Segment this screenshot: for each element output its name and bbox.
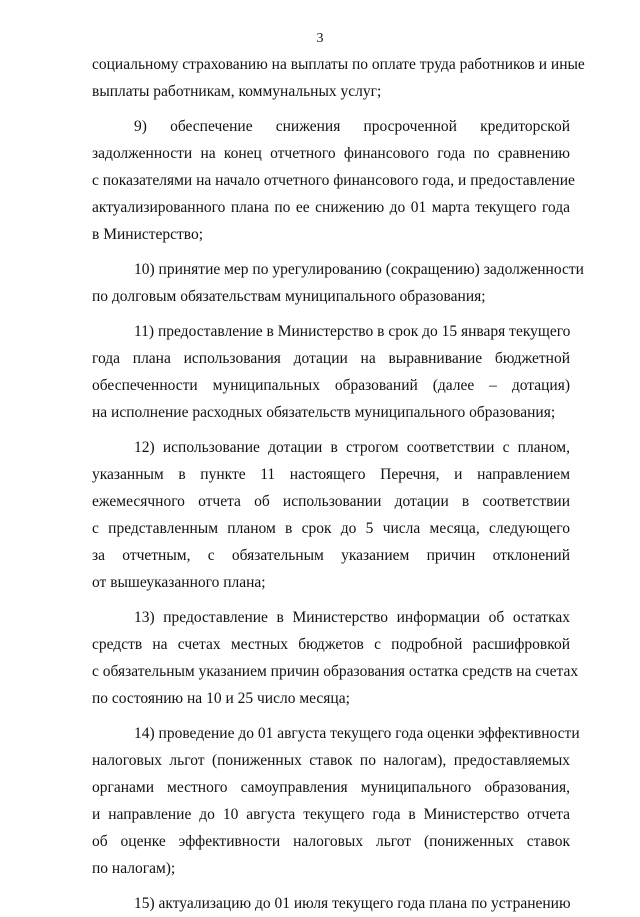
paragraph [92, 51, 585, 105]
text-line: по состоянию на 10 и 25 число месяца; [92, 690, 350, 707]
paragraph-item-13 [92, 604, 579, 712]
text-line: по долговым обязательствам муниципального образования; [92, 288, 486, 305]
text-line: социальному страхованию на выплаты по оплате труда работников и иные [92, 56, 585, 73]
document-body [92, 51, 585, 917]
paragraph-item-12 [92, 434, 570, 596]
text-line: за отчетным, с обязательным указанием причин отклонений [92, 547, 570, 564]
text-line: по налогам); [92, 860, 176, 877]
text-line: средств на счетах местных бюджетов с подробной расшифровкой [92, 636, 570, 653]
text-line: органами местного самоуправления муниципального образования, [92, 779, 570, 796]
text-line: года плана использования дотации на выравнивание бюджетной [92, 350, 570, 367]
text-line: актуализированного плана по ее снижению до 01 марта текущего года [92, 199, 570, 216]
text-line: обеспеченности муниципальных образований (далее – дотация) [92, 377, 570, 394]
text-line: 10) принятие мер по урегулированию (сокращению) задолженности [134, 261, 584, 278]
text-line: 14) проведение до 01 августа текущего года оценки эффективности [134, 725, 580, 742]
text-line: и направление до 10 августа текущего года в Министерство отчета [92, 806, 570, 823]
text-line: 15) актуализацию до 01 июля текущего года плана по устранению [134, 895, 571, 912]
text-line: с обязательным указанием причин образования остатка средств на счетах [92, 663, 579, 680]
page-number: 3 [316, 31, 324, 46]
paragraph-item-9 [92, 113, 575, 248]
text-line: в Министерство; [92, 226, 204, 243]
text-line: 12) использование дотации в строгом соответствии с планом, [134, 439, 570, 456]
paragraph-item-15 [92, 890, 570, 917]
text-line: с показателями на начало отчетного финансового года, и предоставление [92, 172, 575, 189]
paragraph-item-14 [92, 720, 580, 882]
paragraph-item-10 [92, 256, 584, 310]
text-line: задолженности на конец отчетного финансового года по сравнению [92, 145, 570, 162]
text-line: 13) предоставление в Министерство информации об остатках [134, 609, 570, 626]
text-line: 9) обеспечение снижения просроченной кредиторской [134, 118, 570, 135]
text-line: об оценке эффективности налоговых льгот (пониженных ставок [92, 833, 570, 850]
text-line: указанным в пункте 11 настоящего Перечня, и направлением [92, 466, 570, 483]
text-line: 11) предоставление в Министерство в срок до 15 января текущего [134, 323, 571, 340]
text-line: от вышеуказанного плана; [92, 574, 266, 591]
text-line: с представленным планом в срок до 5 числа месяца, следующего [92, 520, 570, 537]
text-line: выплаты работникам, коммунальных услуг; [92, 83, 382, 100]
text-line: на исполнение расходных обязательств муниципального образования; [92, 404, 556, 421]
text-line: налоговых льгот (пониженных ставок по налогам), предоставляемых [92, 752, 570, 769]
paragraph-item-11 [92, 318, 570, 426]
text-line: ежемесячного отчета об использовании дотации в соответствии [92, 493, 570, 510]
